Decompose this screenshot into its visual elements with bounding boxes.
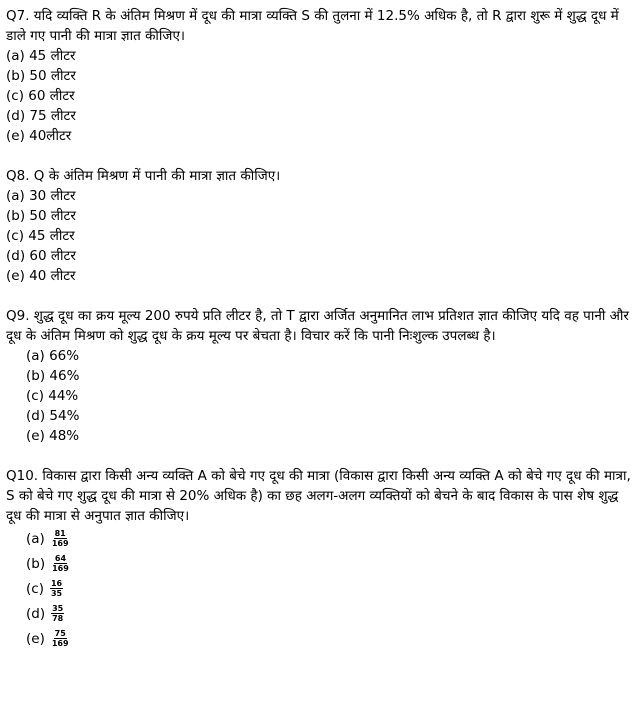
question-7-option-e: (e) 40लीटर [6, 128, 72, 144]
fraction-denominator: 35 [50, 589, 63, 598]
question-8-option-a: (a) 30 लीटर [6, 188, 76, 204]
fraction-denominator: 169 [51, 639, 69, 648]
question-10-option-d [6, 601, 638, 626]
option-label: (e) [26, 630, 45, 647]
question-9-text: Q9. शुद्ध दूध का क्रय मूल्य 200 रुपये प्रति लीटर है, तो T द्वारा अर्जित अनुमानित लाभ प्रतिशत ज्ञात कीजिए यदि वह पानी और दूध के अंतिम मिश्रण को शुद्ध दूध के क्रय मूल्य पर बेचता है। विचार करें कि पानी निःशुल्क उपलब्ध है। [6, 308, 629, 344]
question-8 [6, 166, 638, 286]
fraction-numerator: 81 [54, 529, 66, 538]
question-8-text: Q8. Q के अंतिम मिश्रण में पानी की मात्रा ज्ञात कीजिए। [6, 168, 281, 184]
fraction [51, 629, 70, 648]
question-9-option-b: (b) 46% [26, 368, 80, 384]
question-8-option-c: (c) 45 लीटर [6, 228, 75, 244]
question-10-text: Q10. विकास द्वारा किसी अन्य व्यक्ति A को बेचे गए दूध की मात्रा (विकास द्वारा किसी अन्य व्यक्ति A को बेचे गए दूध की मात्रा, S को बेचे गए शुद्ध दूध की मात्रा से 20% अधिक है) का छह अलग-अलग व्यक्तियों को बेचने के बाद विकास के पास शेष शुद्ध दूध की मात्रा से अनुपात ज्ञात कीजिए। [6, 468, 631, 524]
fraction [50, 579, 63, 598]
question-7-option-a: (a) 45 लीटर [6, 48, 76, 64]
question-9-option-c: (c) 44% [26, 388, 79, 404]
fraction [51, 529, 70, 548]
question-8-option-e: (e) 40 लीटर [6, 268, 76, 284]
question-10-option-e [6, 626, 638, 651]
fraction-numerator: 75 [54, 629, 66, 638]
option-label: (d) [26, 605, 46, 622]
question-8-option-b: (b) 50 लीटर [6, 208, 76, 224]
question-7-text: Q7. यदि व्यक्ति R के अंतिम मिश्रण में दूध की मात्रा व्यक्ति S की तुलना में 12.5% अधिक है, तो R द्वारा शुरू में शुद्ध दूध में डाले गए पानी की मात्रा ज्ञात कीजिए। [6, 8, 619, 44]
fraction-numerator: 35 [52, 604, 64, 613]
question-7 [6, 6, 638, 146]
question-7-option-b: (b) 50 लीटर [6, 68, 76, 84]
question-7-option-c: (c) 60 लीटर [6, 88, 75, 104]
question-10-option-a [6, 526, 638, 551]
question-9-option-a: (a) 66% [26, 348, 80, 364]
fraction-numerator: 16 [50, 579, 63, 588]
fraction-denominator: 169 [51, 539, 69, 548]
question-8-option-d: (d) 60 लीटर [6, 248, 76, 264]
question-9-option-e: (e) 48% [26, 428, 80, 444]
fraction-denominator: 78 [52, 614, 64, 623]
fraction-denominator: 169 [52, 564, 69, 573]
question-10-option-c [6, 576, 638, 601]
option-label: (a) [26, 530, 45, 547]
question-10-option-b [6, 551, 638, 576]
question-9-option-d: (d) 54% [26, 408, 80, 424]
option-label: (b) [26, 555, 46, 572]
question-9 [6, 306, 638, 446]
question-7-option-d: (d) 75 लीटर [6, 108, 76, 124]
fraction [51, 604, 64, 623]
question-10 [6, 466, 638, 651]
option-label: (c) [26, 580, 44, 597]
fraction [51, 554, 70, 573]
fraction-numerator: 64 [54, 554, 67, 563]
